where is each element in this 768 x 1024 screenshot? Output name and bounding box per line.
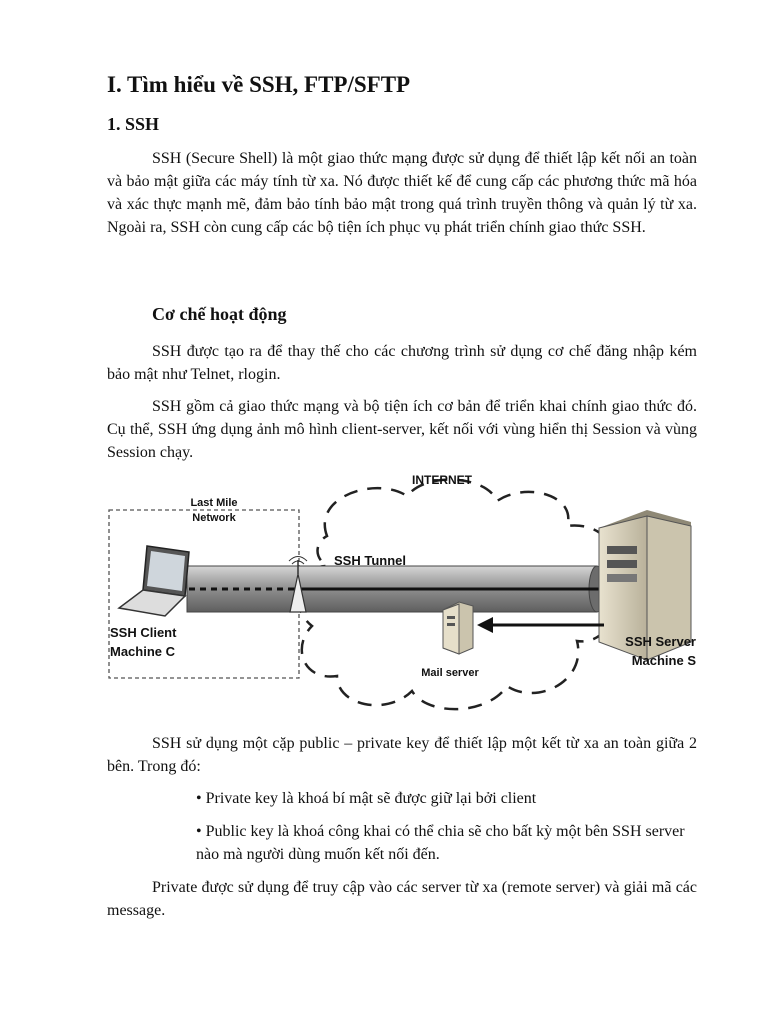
label-mail-server: Mail server [421, 667, 479, 679]
label-ssh-tunnel: SSH Tunnel [334, 553, 406, 568]
mail-server-icon [443, 602, 473, 654]
label-ssh-server: SSH Server [625, 634, 696, 649]
bullet-private-key: • Private key là khoá bí mật sẽ được giữ lại bởi client [196, 790, 537, 807]
paragraph-model: SSH gồm cả giao thức mạng và bộ tiện ích cơ bản để triển khai chính giao thức đó. Cụ thể, SSH ứng dụng ảnh mô hình client-server, kết nối với vùng hiển thị Session và vùng Session chạy. [107, 398, 697, 461]
subheading-mechanism: Cơ chế hoạt động [152, 304, 287, 324]
arrow-icon [477, 617, 493, 633]
label-network: Network [192, 512, 236, 524]
ssh-diagram [107, 466, 697, 728]
laptop-icon [119, 546, 189, 616]
paragraph-intro: SSH (Secure Shell) là một giao thức mạng được sử dụng để thiết lập kết nối an toàn và bảo mật giữa các máy tính từ xa. Nó được thiết kế để cung cấp các phương thức mã hóa và xác thực mạnh mẽ, đảm bảo tính bảo mật trong quá trình truyền thông và quản lý từ xa. Ngoài ra, SSH còn cung cấp các bộ tiện ích phục vụ phát triển chính giao thức SSH. [107, 150, 697, 236]
label-last-mile: Last Mile [190, 497, 238, 509]
paragraph-private: Private được sử dụng để truy cập vào các server từ xa (remote server) và giải mã các message. [107, 879, 697, 919]
label-machine-c: Machine C [110, 644, 176, 659]
label-internet: INTERNET [412, 473, 472, 487]
bullet-public-key: • Public key là khoá công khai có thể chia sẽ cho bất kỳ một bên SSH server nào mà người dùng muốn kết nối đến. [196, 823, 685, 863]
section-heading-ssh: 1. SSH [107, 114, 160, 134]
label-machine-s: Machine S [631, 653, 696, 668]
paragraph-replace: SSH được tạo ra để thay thế cho các chương trình sử dụng cơ chế đăng nhập kém bảo mật như Telnet, rlogin. [107, 343, 697, 383]
label-ssh-client: SSH Client [110, 625, 177, 640]
page-title: I. Tìm hiểu về SSH, FTP/SFTP [107, 72, 411, 97]
paragraph-keys: SSH sử dụng một cặp public – private key để thiết lập một kết từ xa an toàn giữa 2 bên. Trong đó: [107, 735, 697, 775]
